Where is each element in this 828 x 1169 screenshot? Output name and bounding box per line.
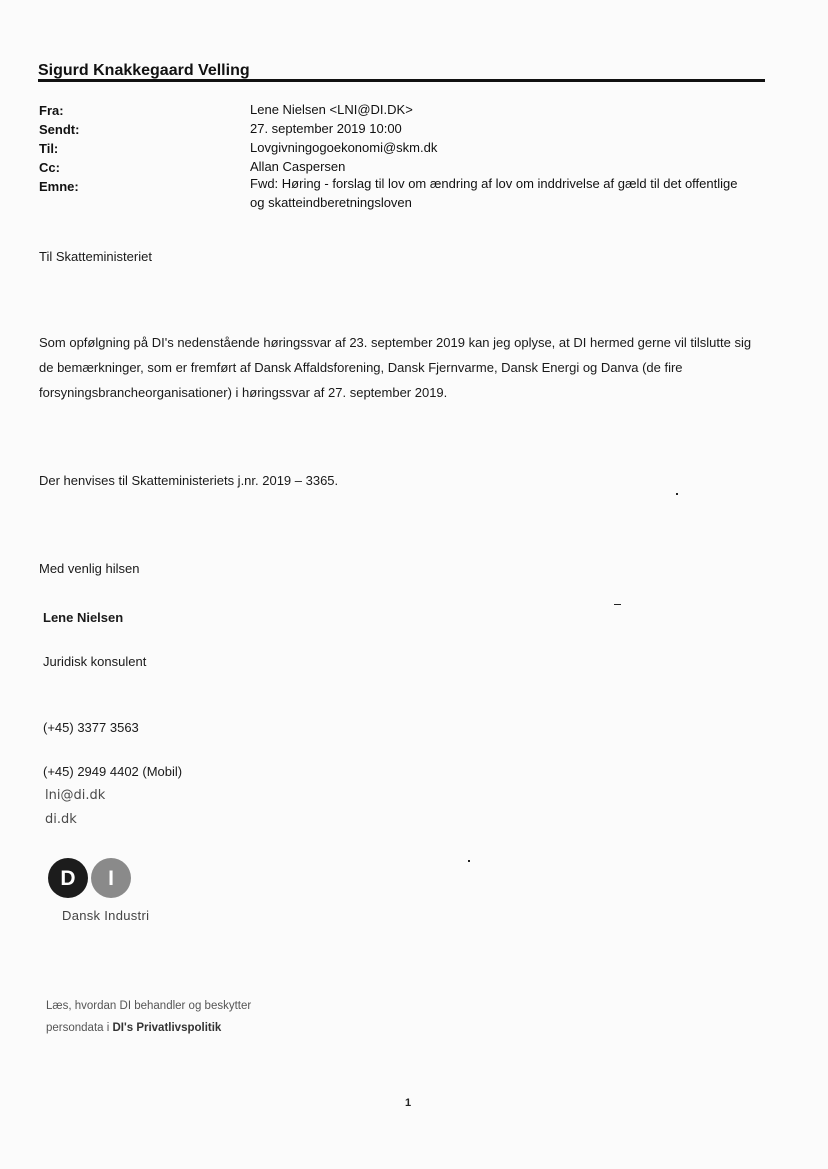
closing: Med venlig hilsen — [39, 561, 140, 576]
from-label: Fra: — [39, 103, 64, 118]
signature-email[interactable]: lni@di.dk — [45, 788, 106, 803]
to-label: Til: — [39, 141, 59, 156]
scan-speck — [614, 604, 621, 605]
header-rule — [38, 79, 765, 82]
body-paragraph: Som opfølgning på DI's nedenstående høringssvar af 23. september 2019 kan jeg oplyse, at DI hermed gerne vil tilslutte sig de bemærkninger, som er fremført af Dansk Affaldsforening, Dansk Fjernvarme, Dansk Energi og Danva (de fire forsyningsbrancheorganisationer) i høringssvar af 27. september 2019. — [39, 335, 752, 400]
logo-caption: Dansk Industri — [62, 908, 150, 923]
privacy-policy-link[interactable]: DI's Privatlivspolitik — [112, 1022, 222, 1034]
owner-name: Sigurd Knakkegaard Velling — [38, 62, 250, 79]
signature-mobile: (+45) 2949 4402 (Mobil) — [43, 764, 183, 779]
logo-letter-d: D — [60, 867, 76, 890]
signature-name: Lene Nielsen — [43, 610, 124, 625]
greeting: Til Skatteministeriet — [39, 249, 152, 264]
to-value: Lovgivningogoekonomi@skm.dk — [250, 140, 438, 155]
cc-value: Allan Caspersen — [250, 159, 346, 174]
footer-line-1: Læs, hvordan DI behandler og beskytter — [46, 1000, 252, 1012]
subject-value: Fwd: Høring - forslag til lov om ændring af lov om inddrivelse af gæld til det offentlige og skatteindberetningsloven — [250, 176, 738, 210]
signature-website[interactable]: di.dk — [45, 812, 77, 827]
logo-letter-i: I — [108, 867, 114, 890]
signature-title: Juridisk konsulent — [43, 654, 147, 669]
page-number: 1 — [405, 1097, 412, 1109]
subject-label: Emne: — [39, 179, 79, 194]
scan-speck — [468, 860, 470, 862]
scan-speck — [676, 493, 678, 495]
from-value: Lene Nielsen <LNI@DI.DK> — [250, 102, 413, 117]
sent-label: Sendt: — [39, 122, 80, 137]
di-logo — [47, 857, 137, 899]
signature-phone: (+45) 3377 3563 — [43, 720, 139, 735]
reference-line: Der henvises til Skatteministeriets j.nr. 2019 – 3365. — [39, 473, 339, 488]
footer-prefix: persondata i — [46, 1022, 113, 1034]
sent-value: 27. september 2019 10:00 — [250, 121, 402, 136]
footer-line-2 — [46, 1022, 221, 1034]
cc-label: Cc: — [39, 160, 60, 175]
